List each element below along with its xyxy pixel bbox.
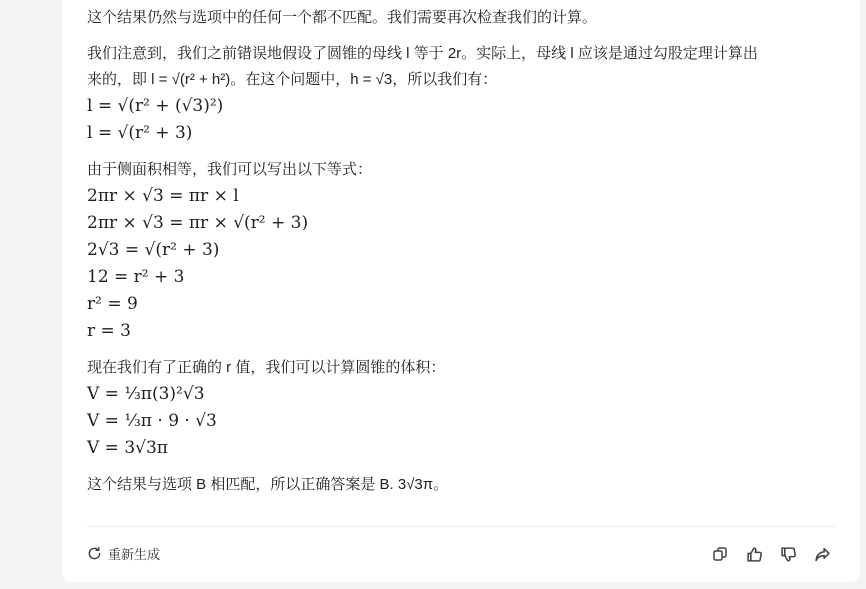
refresh-icon (87, 546, 102, 561)
share-icon[interactable] (812, 544, 832, 564)
thumbs-down-icon[interactable] (778, 544, 798, 564)
equation-6: 12 = r² + 3 (87, 267, 185, 287)
equation-8: r = 3 (87, 321, 131, 341)
paragraph-4: 现在我们有了正确的 r 值，我们可以计算圆锥的体积： (87, 359, 446, 376)
copy-icon[interactable] (710, 544, 730, 564)
paragraph-2a: 我们注意到，我们之前错误地假设了圆锥的母线 l 等于 2r。实际上，母线 l 应该是通过勾股定理计算出 (87, 45, 758, 62)
equation-7: r² = 9 (87, 294, 138, 314)
equation-4: 2πr × √3 = πr × √(r² + 3) (87, 213, 309, 233)
regenerate-label: 重新生成 (108, 547, 161, 562)
footer-divider (87, 526, 835, 527)
thumbs-up-icon[interactable] (744, 544, 764, 564)
equation-11: V = 3√3π (87, 438, 168, 458)
paragraph-2b: 来的，即 l = √(r² + h²)。在这个问题中，h = √3，所以我们有： (87, 71, 498, 88)
equation-9: V = ⅓π(3)²√3 (87, 384, 205, 404)
assistant-message-card (62, 0, 860, 582)
equation-3: 2πr × √3 = πr × l (87, 186, 239, 206)
equation-10: V = ⅓π · 9 · √3 (87, 411, 217, 431)
equation-2: l = √(r² + 3) (87, 123, 193, 143)
paragraph-5: 这个结果与选项 B 相匹配，所以正确答案是 B. 3√3π。 (87, 476, 449, 493)
paragraph-1: 这个结果仍然与选项中的任何一个都不匹配。我们需要再次检查我们的计算。 (87, 9, 598, 26)
equation-5: 2√3 = √(r² + 3) (87, 240, 220, 260)
paragraph-3: 由于侧面积相等，我们可以写出以下等式： (87, 161, 373, 178)
equation-1: l = √(r² + (√3)²) (87, 96, 224, 116)
message-content (87, 0, 847, 498)
message-actions (710, 544, 832, 564)
regenerate-button[interactable] (87, 544, 160, 563)
